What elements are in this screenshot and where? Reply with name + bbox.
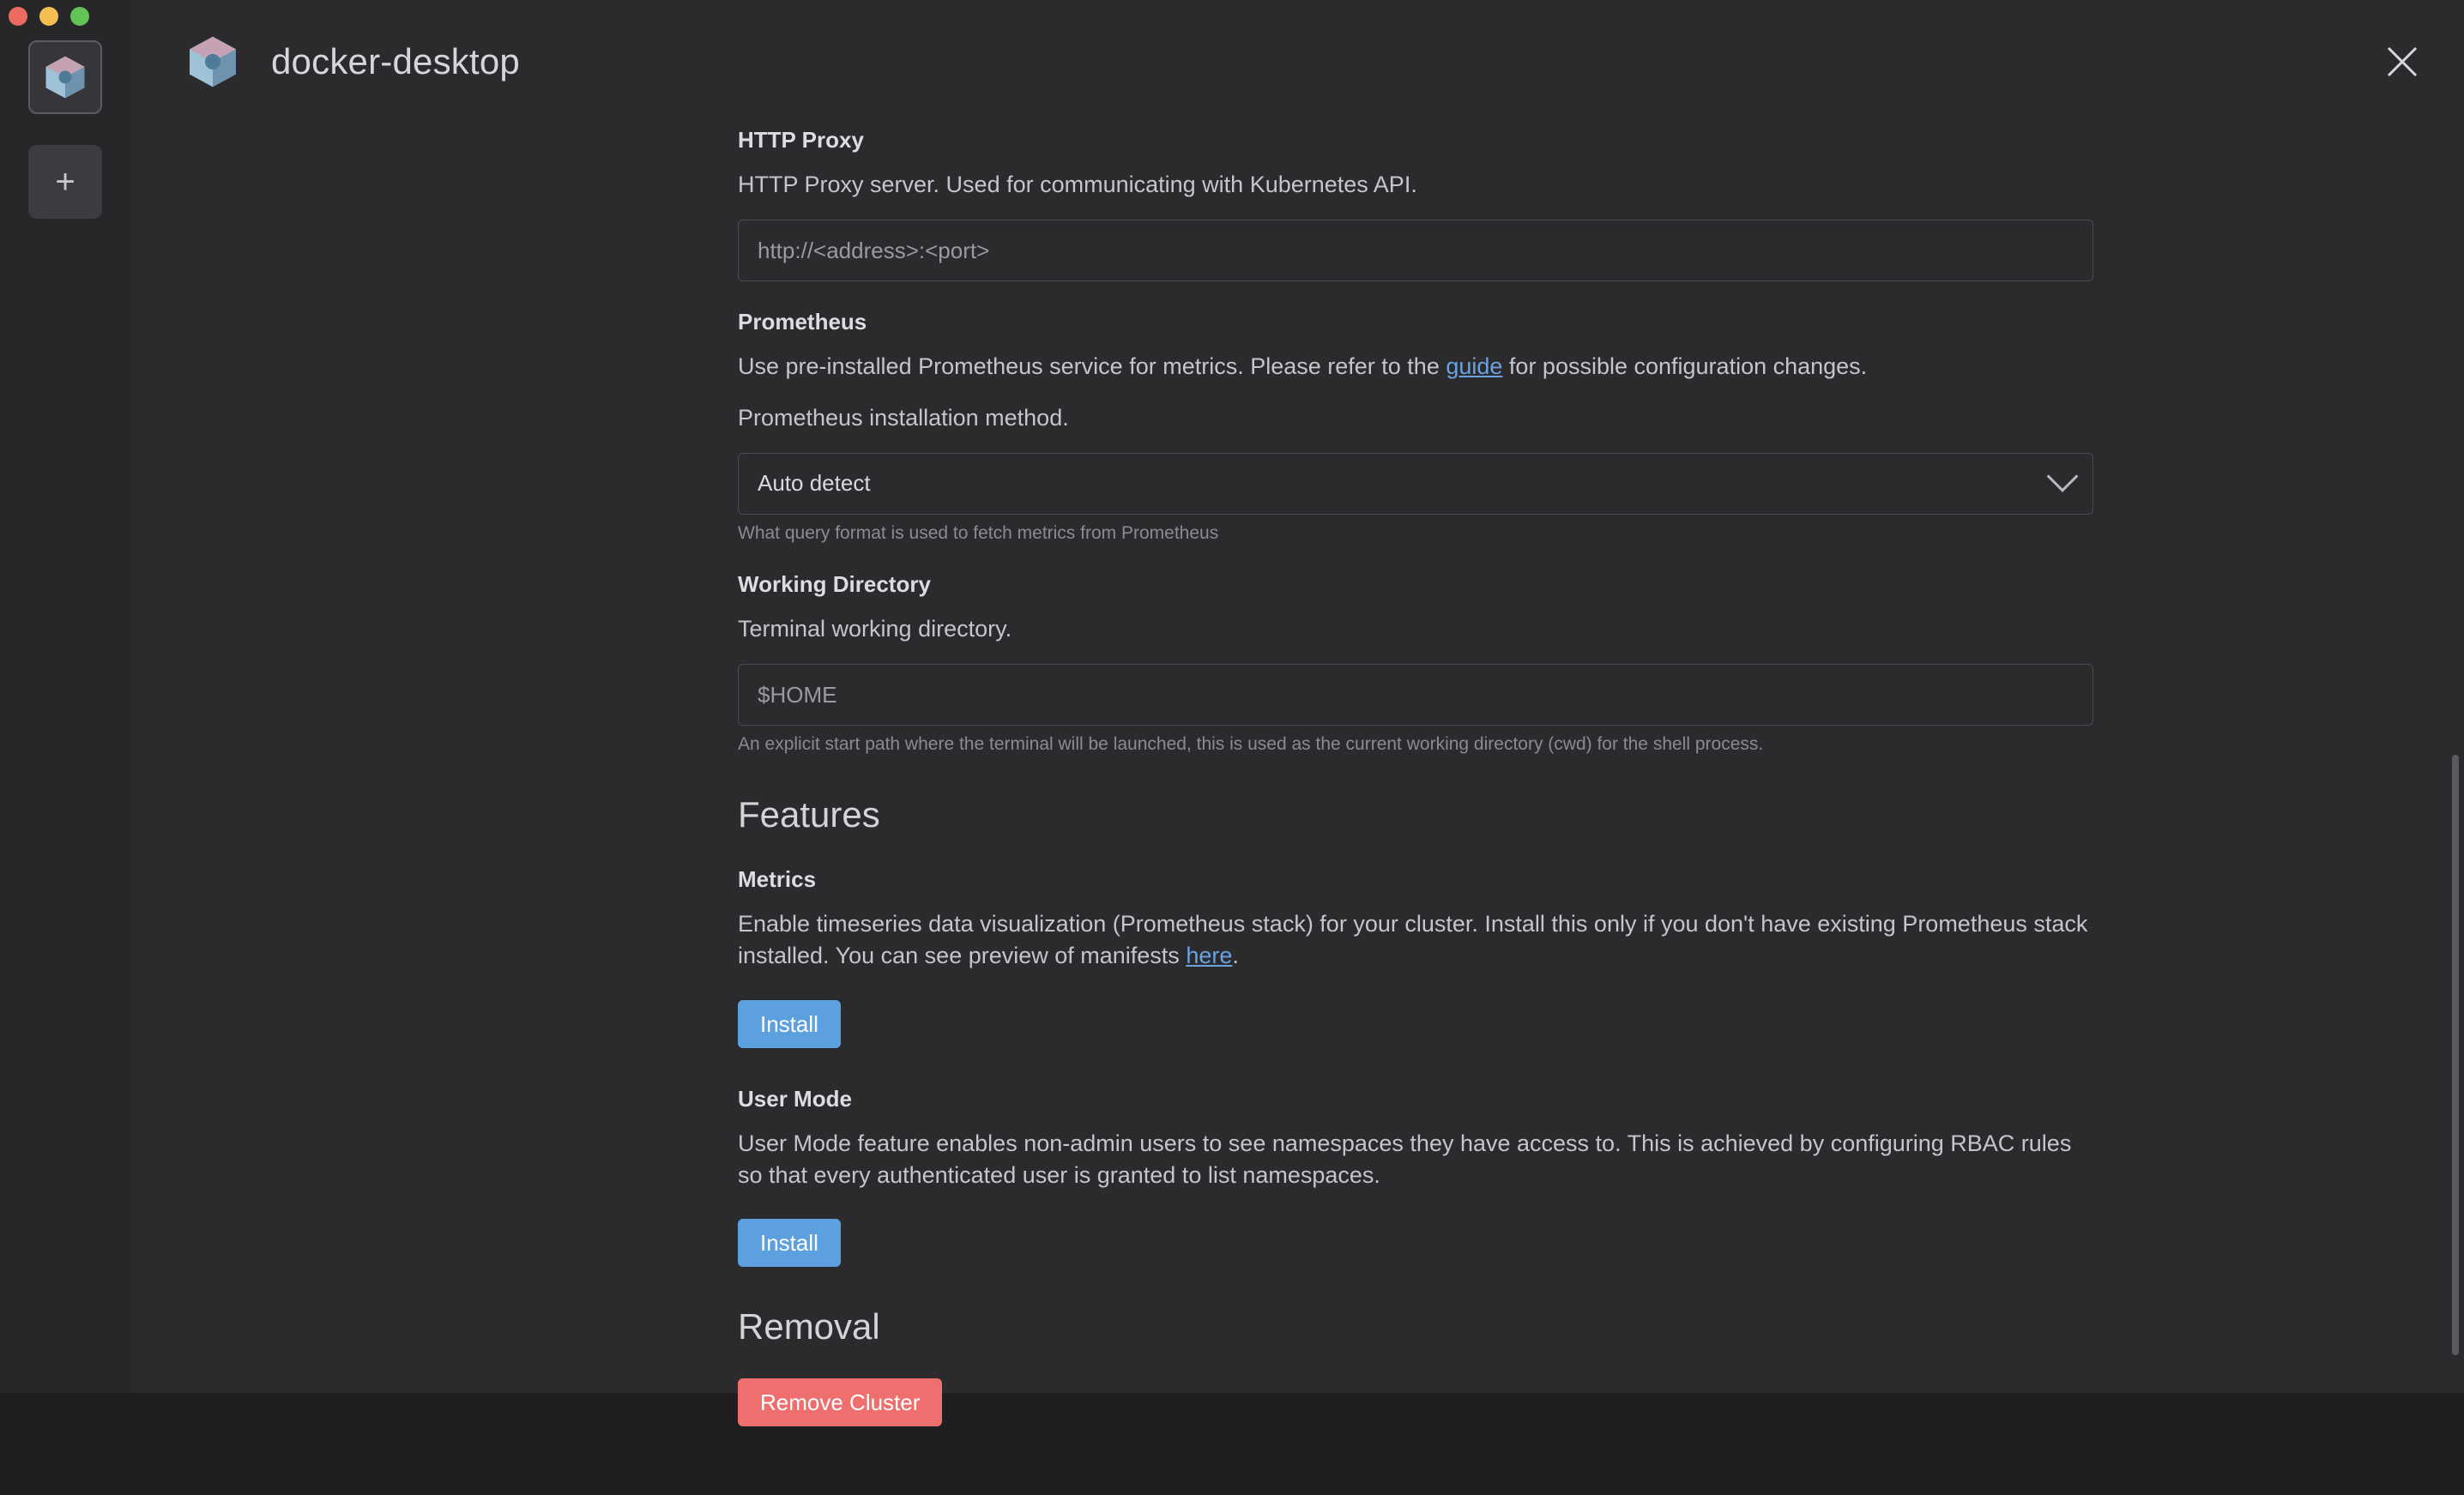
window-traffic-lights bbox=[9, 7, 89, 26]
http-proxy-label: HTTP Proxy bbox=[738, 127, 864, 153]
working-directory-description: Terminal working directory. bbox=[738, 615, 1012, 642]
http-proxy-input[interactable] bbox=[738, 220, 2093, 281]
close-icon[interactable] bbox=[2382, 41, 2423, 82]
metrics-install-button[interactable]: Install bbox=[738, 1000, 841, 1048]
removal-section-title: Removal bbox=[738, 1306, 880, 1347]
kubernetes-cluster-icon bbox=[39, 51, 91, 103]
user-mode-install-button[interactable]: Install bbox=[738, 1219, 841, 1267]
prometheus-hint: What query format is used to fetch metrics from Prometheus bbox=[738, 522, 1219, 543]
settings-scroll-area[interactable] bbox=[130, 123, 2464, 1415]
left-rail bbox=[0, 0, 130, 1393]
prometheus-method-select[interactable] bbox=[738, 453, 2093, 515]
prometheus-method-value: Auto detect bbox=[758, 470, 871, 497]
working-directory-hint: An explicit start path where the terminal will be launched, this is used as the current working directory (cwd) for the shell process. bbox=[738, 734, 1764, 754]
metrics-description-part2: . bbox=[1232, 943, 1239, 969]
user-mode-label: User Mode bbox=[738, 1085, 852, 1112]
metrics-label: Metrics bbox=[738, 866, 817, 892]
vertical-scrollbar[interactable] bbox=[2452, 755, 2459, 1355]
add-cluster-button[interactable] bbox=[28, 145, 102, 219]
zoom-window-button[interactable] bbox=[70, 7, 89, 26]
working-directory-label: Working Directory bbox=[738, 570, 931, 597]
prometheus-description-part1: Use pre-installed Prometheus service for metrics. Please refer to the bbox=[738, 353, 1446, 380]
sidebar-item-docker-desktop-cluster[interactable] bbox=[28, 40, 102, 114]
prometheus-guide-link[interactable]: guide bbox=[1446, 353, 1503, 380]
chevron-down-icon bbox=[2047, 461, 2079, 492]
main-panel bbox=[130, 0, 2464, 1415]
metrics-description-part1: Enable timeseries data visualization (Prometheus stack) for your cluster. Install this only if you don't have existing Prometheus stack installed. You can see preview of manifests bbox=[738, 911, 2088, 969]
prometheus-description-part2: for possible configuration changes. bbox=[1502, 353, 1868, 380]
http-proxy-description: HTTP Proxy server. Used for communicating with Kubernetes API. bbox=[738, 172, 1417, 197]
metrics-manifests-link[interactable]: here bbox=[1186, 943, 1233, 969]
add-cluster-label: + bbox=[55, 163, 75, 201]
features-section-title: Features bbox=[738, 794, 880, 835]
prometheus-method-description: Prometheus installation method. bbox=[738, 404, 1069, 431]
page-title: docker-desktop bbox=[271, 40, 520, 81]
close-window-button[interactable] bbox=[9, 7, 27, 26]
prometheus-description bbox=[738, 351, 2093, 383]
user-mode-description: User Mode feature enables non-admin users to see namespaces they have access to. This is achieved by configuring RBAC rules so that every authenticated user is granted to list namespaces. bbox=[738, 1130, 2072, 1188]
minimize-window-button[interactable] bbox=[39, 7, 58, 26]
prometheus-label: Prometheus bbox=[738, 309, 867, 335]
window-titlebar bbox=[130, 0, 2464, 123]
cluster-logo-icon bbox=[182, 31, 244, 93]
metrics-description bbox=[738, 908, 2093, 973]
working-directory-input[interactable] bbox=[738, 664, 2093, 726]
remove-cluster-button[interactable]: Remove Cluster bbox=[738, 1378, 942, 1426]
